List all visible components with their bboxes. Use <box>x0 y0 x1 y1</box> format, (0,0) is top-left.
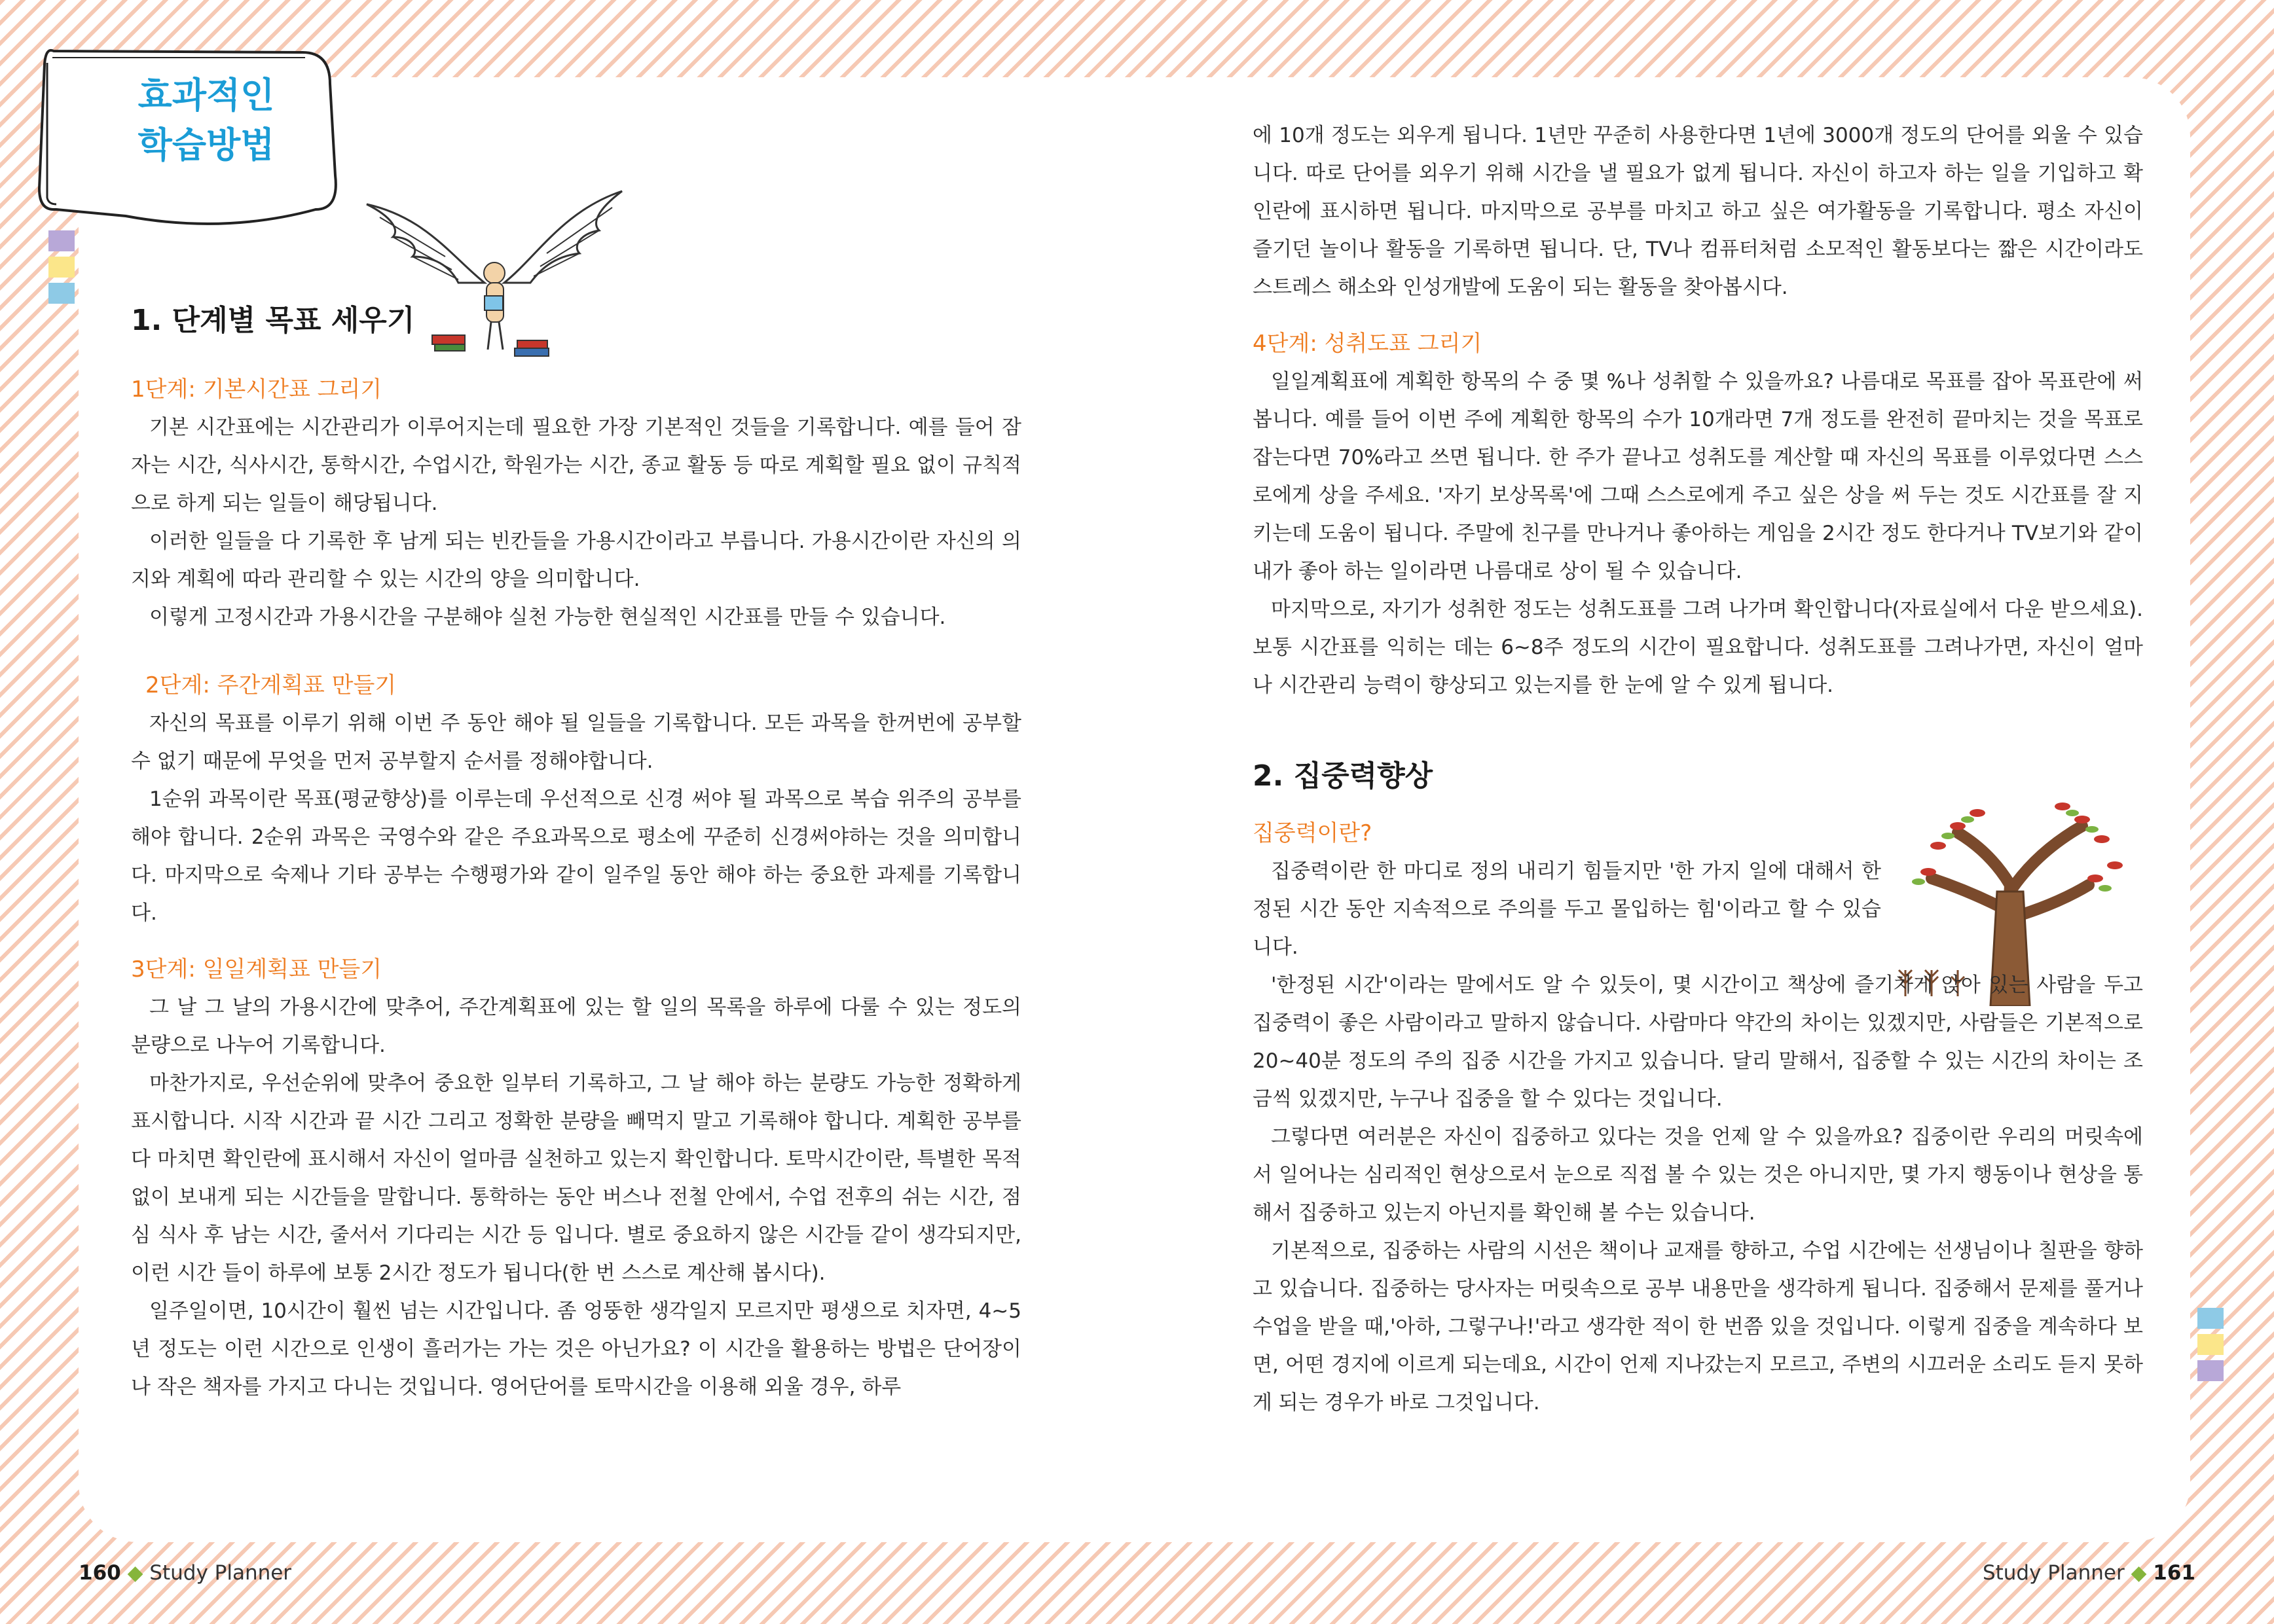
tab-purple <box>2197 1360 2224 1381</box>
step1-paragraph-3: 이렇게 고정시간과 가용시간을 구분해야 실천 가능한 현실적인 시간표를 만들 수 있습니다. <box>149 605 946 629</box>
section-title-goals: 1. 단계별 목표 세우기 <box>131 304 415 337</box>
right-side-tabs <box>2197 1308 2224 1386</box>
focus-paragraph-1: 집중력이란 한 마디로 정의 내리기 힘들지만 '한 가지 일에 대해서 한정된 시간 동안 지속적으로 주의를 두고 몰입하는 힘'이라고 할 수 있습니다. <box>1253 859 1881 959</box>
continued-paragraph: 에 10개 정도는 외우게 됩니다. 1년만 꾸준히 사용한다면 1년에 3000개 정도의 단어를 외울 수 있습니다. 따로 단어를 외우기 위해 시간을 낼 필요가 없게 됩니다. 자신이 하고자 하는 일을 기입하고 확인란에 표시하면 됩니다. 마지막으로 공부를 마치고 하고 싶은 여가활동을 기록합니다. 평소 자신이 즐기던 놀이나 활동을 기록하면 됩니다. 단, TV나 컴퓨터처럼 소모적인 활동보다는 짧은 시간이라도 스트레스 해소와 인성개발에 도움이 되는 활동을 찾아봅시다. <box>1253 124 2143 299</box>
step1-heading: 1단계: 기본시간표 그리기 <box>131 376 382 403</box>
step2-paragraph-2: 1순위 과목이란 목표(평균향상)를 이루는데 우선적으로 신경 써야 될 과목으로 복습 위주의 공부를 해야 합니다. 2순위 과목은 국영수와 같은 주요과목으로 평소에 꾸준히 신경써야하는 것을 의미합니다. 마지막으로 숙제나 기타 공부는 수행평가와 같이 일주일 동안 해야 하는 중요한 과제를 기록합니다. <box>131 787 1021 925</box>
left-side-tabs <box>48 230 75 309</box>
badge-line-2: 학습방법 <box>138 124 275 166</box>
step1-paragraph-2: 이러한 일들을 다 기록한 후 남게 되는 빈칸들을 가용시간이라고 부릅니다. 가용시간이란 자신의 의지와 계획에 따라 관리할 수 있는 시간의 양을 의미합니다. <box>131 530 1021 591</box>
footer-left <box>79 1561 291 1585</box>
tab-yellow <box>2197 1334 2224 1355</box>
footer-title-right: Study Planner <box>1982 1561 2125 1585</box>
step4-heading: 4단계: 성취도표 그리기 <box>1253 331 1482 357</box>
badge-line-1: 효과적인 <box>138 75 275 116</box>
diamond-icon: ◆ <box>127 1561 143 1585</box>
section-title-focus: 2. 집중력향상 <box>1253 759 1433 793</box>
focus-paragraph-4: 기본적으로, 집중하는 사람의 시선은 책이나 교재를 향하고, 수업 시간에는 선생님이나 칠판을 향하고 있습니다. 집중하는 당사자는 머릿속으로 공부 내용만을 생각하게 됩니다. 집중해서 문제를 풀거나 수업을 받을 때,'아하, 그렇구나!'라고 생각한 적이 한 번쯤 있을 것입니다. 이렇게 집중을 계속하다 보면, 어떤 경지에 이르게 되는데요, 시간이 언제 지나갔는지 모르고, 주변의 시끄러운 소리도 듣지 못하게 되는 경우가 바로 그것입니다. <box>1253 1239 2143 1415</box>
tab-purple <box>48 230 75 251</box>
footer-right <box>1983 1561 2195 1585</box>
tab-yellow <box>48 257 75 278</box>
focus-heading: 집중력이란? <box>1253 820 1372 846</box>
footer-title-left: Study Planner <box>149 1561 292 1585</box>
step4-paragraph-1: 일일계획표에 계획한 항목의 수 중 몇 %나 성취할 수 있을까요? 나름대로 목표를 잡아 목표란에 써 봅니다. 예를 들어 이번 주에 계획한 항목의 수가 10개라면 7개 정도를 완전히 끝마치는 것을 목표로 잡는다면 70%라고 쓰면 됩니다. 한 주가 끝나고 성취도를 계산할 때 자신의 목표를 이루었다면 스스로에게 상을 주세요. '자기 보상목록'에 그때 스스로에게 주고 싶은 상을 써 두는 것도 시간표를 잘 지키는데 도움이 됩니다. 주말에 친구를 만나거나 좋아하는 게임을 2시간 정도 한다거나 TV보기와 같이 내가 좋아 하는 일이라면 나름대로 상이 될 수 있습니다. <box>1253 370 2143 583</box>
badge-title <box>105 71 308 170</box>
step3-paragraph-3: 일주일이면, 10시간이 훨씬 넘는 시간입니다. 좀 엉뚱한 생각일지 모르지만 평생으로 치자면, 4~5년 정도는 이런 시간으로 인생이 흘러가는 가는 것은 아닌가요? 이 시간을 활용하는 방법은 단어장이나 작은 책자를 가지고 다니는 것입니다. 영어단어를 토막시간을 이용해 외울 경우, 하루 <box>131 1299 1021 1399</box>
step2-heading: 2단계: 주간계획표 만들기 <box>145 672 397 698</box>
step3-paragraph-2: 마찬가지로, 우선순위에 맞추어 중요한 일부터 기록하고, 그 날 해야 하는 분량도 가능한 정확하게 표시합니다. 시작 시간과 끝 시간 그리고 정확한 분량을 빼먹지 말고 기록해야 합니다. 계획한 공부를 다 마치면 확인란에 표시해서 자신이 얼마큼 실천하고 있는지 확인합니다. 토막시간이란, 특별한 목적 없이 보내게 되는 시간들을 말합니다. 통학하는 동안 버스나 전철 안에서, 수업 전후의 쉬는 시간, 점심 식사 후 남는 시간, 줄서서 기다리는 시간 등 입니다. 별로 중요하지 않은 시간들 같이 생각되지만, 이런 시간 들이 하루에 보통 2시간 정도가 됩니다(한 번 스스로 계산해 봅시다). <box>131 1072 1021 1285</box>
step2-paragraph-1: 자신의 목표를 이루기 위해 이번 주 동안 해야 될 일들을 기록합니다. 모든 과목을 한꺼번에 공부할 수 없기 때문에 무엇을 먼저 공부할지 순서를 정해야합니다. <box>131 712 1021 773</box>
right-column <box>1253 117 2143 1422</box>
focus-paragraph-3: 그렇다면 여러분은 자신이 집중하고 있다는 것을 언제 알 수 있을까요? 집중이란 우리의 머릿속에서 일어나는 심리적인 현상으로서 눈으로 직접 볼 수 있는 것은 아니지만, 몇 가지 행동이나 현상을 통해서 집중하고 있는지 아닌지를 확인해 볼 수는 있습니다. <box>1253 1125 2143 1225</box>
left-column <box>131 301 1021 1406</box>
step3-paragraph-1: 그 날 그 날의 가용시간에 맞추어, 주간계획표에 있는 할 일의 목록을 하루에 다룰 수 있는 정도의 분량으로 나누어 기록합니다. <box>131 996 1021 1057</box>
step3-heading: 3단계: 일일계획표 만들기 <box>131 956 382 983</box>
tab-blue <box>48 283 75 304</box>
tab-blue <box>2197 1308 2224 1329</box>
step1-paragraph-1: 기본 시간표에는 시간관리가 이루어지는데 필요한 가장 기본적인 것들을 기록합니다. 예를 들어 잠자는 시간, 식사시간, 통학시간, 수업시간, 학원가는 시간, 종교 활동 등 따로 계획할 필요 없이 규칙적으로 하게 되는 일들이 해당됩니다. <box>131 416 1021 515</box>
page-number-right: 161 <box>2153 1561 2195 1585</box>
focus-paragraph-2: '한정된 시간'이라는 말에서도 알 수 있듯이, 몇 시간이고 책상에 즐기차게 앉아 있는 사람을 두고 집중력이 좋은 사람이라고 말하지 않습니다. 사람마다 약간의 차이는 있겠지만, 사람들은 기본적으로 20~40분 정도의 주의 집중 시간을 가지고 있습니다. 달리 말해서, 집중할 수 있는 시간의 차이는 조금씩 있겠지만, 누구나 집중을 할 수 있다는 것입니다. <box>1253 973 2143 1111</box>
diamond-icon: ◆ <box>2131 1561 2147 1585</box>
page-number-left: 160 <box>79 1561 121 1585</box>
step4-paragraph-2: 마지막으로, 자기가 성취한 정도는 성취도표를 그려 나가며 확인합니다(자료실에서 다운 받으세요). 보통 시간표를 익히는 데는 6~8주 정도의 시간이 필요합니다. 성취도표를 그려나가면, 자신이 얼마나 시간관리 능력이 향상되고 있는지를 한 눈에 알 수 있게 됩니다. <box>1253 598 2143 697</box>
